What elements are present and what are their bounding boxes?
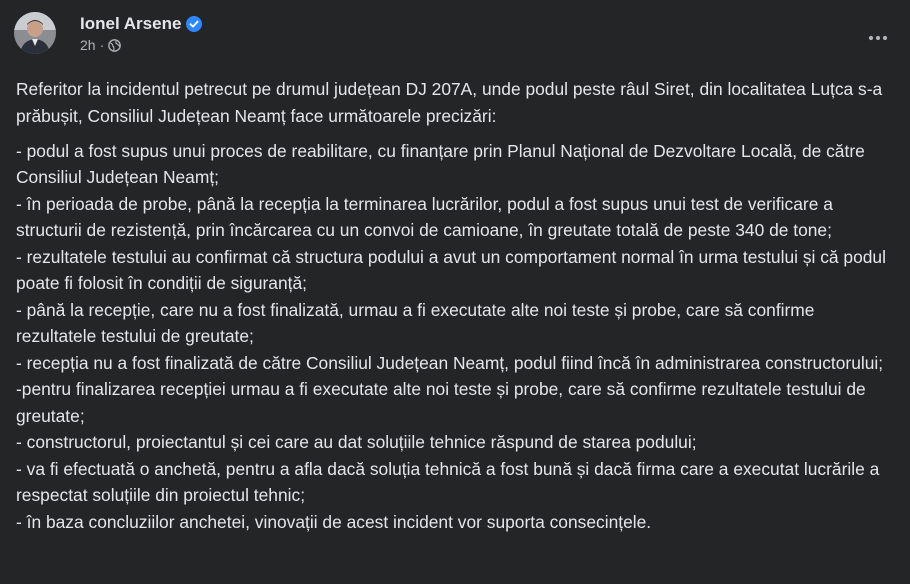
verified-badge-icon (186, 16, 202, 32)
post-line: -pentru finalizarea recepției urmau a fi executate alte noi teste și probe, care să confirme rezultatele testului de greutate; (16, 379, 866, 426)
post-line: - în baza concluziilor anchetei, vinovații de acest incident vor suporta consecințele. (16, 511, 652, 532)
post-line: - recepția nu a fost finalizată de către Consiliul Județean Neamț, podul fiind încă în administrarea constructorului; (16, 352, 884, 373)
post-timestamp[interactable]: 2h (80, 37, 96, 53)
post-line: - în perioada de probe, până la recepția la terminarea lucrărilor, podul a fost supus unui test de verificare a structurii de rezistență, prin încărcarea cu un convoi de camioane, în greutate totală de peste 340 de tone; (16, 193, 833, 240)
post-line: - va fi efectuată o anchetă, pentru a afla dacă soluția tehnică a fost bună și dacă firma care a executat lucrările a respectat soluțiile din proiectul tehnic; (16, 458, 880, 505)
post-line: - constructorul, proiectantul și cei care au dat soluțiile tehnice răspund de starea podului; (16, 432, 697, 452)
post-body (16, 76, 896, 535)
post-line: - rezultatele testului au confirmat că structura podului a avut un comportament normal în urma testului și că podul poate fi folosit în condiții de siguranță; (16, 246, 886, 293)
post-header (14, 12, 202, 54)
post-line: - podul a fost supus unui proces de reabilitare, cu finanțare prin Planul Național de Dezvoltare Locală, de către Consiliul Județean Neamț; (16, 140, 865, 187)
separator-dot: · (99, 37, 105, 53)
author-row (80, 13, 202, 35)
post-line: - până la recepție, care nu a fost finalizată, urmau a fi executate alte noi teste și probe, care să confirme rezultatele testului de greutate; (16, 299, 815, 346)
author-name[interactable]: Ionel Arsene (80, 14, 182, 33)
more-options-icon (868, 35, 888, 41)
author-avatar[interactable] (14, 12, 56, 54)
globe-icon[interactable] (108, 39, 121, 52)
post-intro: Referitor la incidentul petrecut pe drumul județean DJ 207A, unde podul peste râul Siret, din localitatea Luțca s-a prăbușit, Consiliul Județean Neamț face următoarele precizări: (16, 79, 883, 126)
post-meta (80, 13, 202, 53)
post-subline (80, 37, 202, 53)
more-options-button[interactable] (860, 20, 896, 56)
